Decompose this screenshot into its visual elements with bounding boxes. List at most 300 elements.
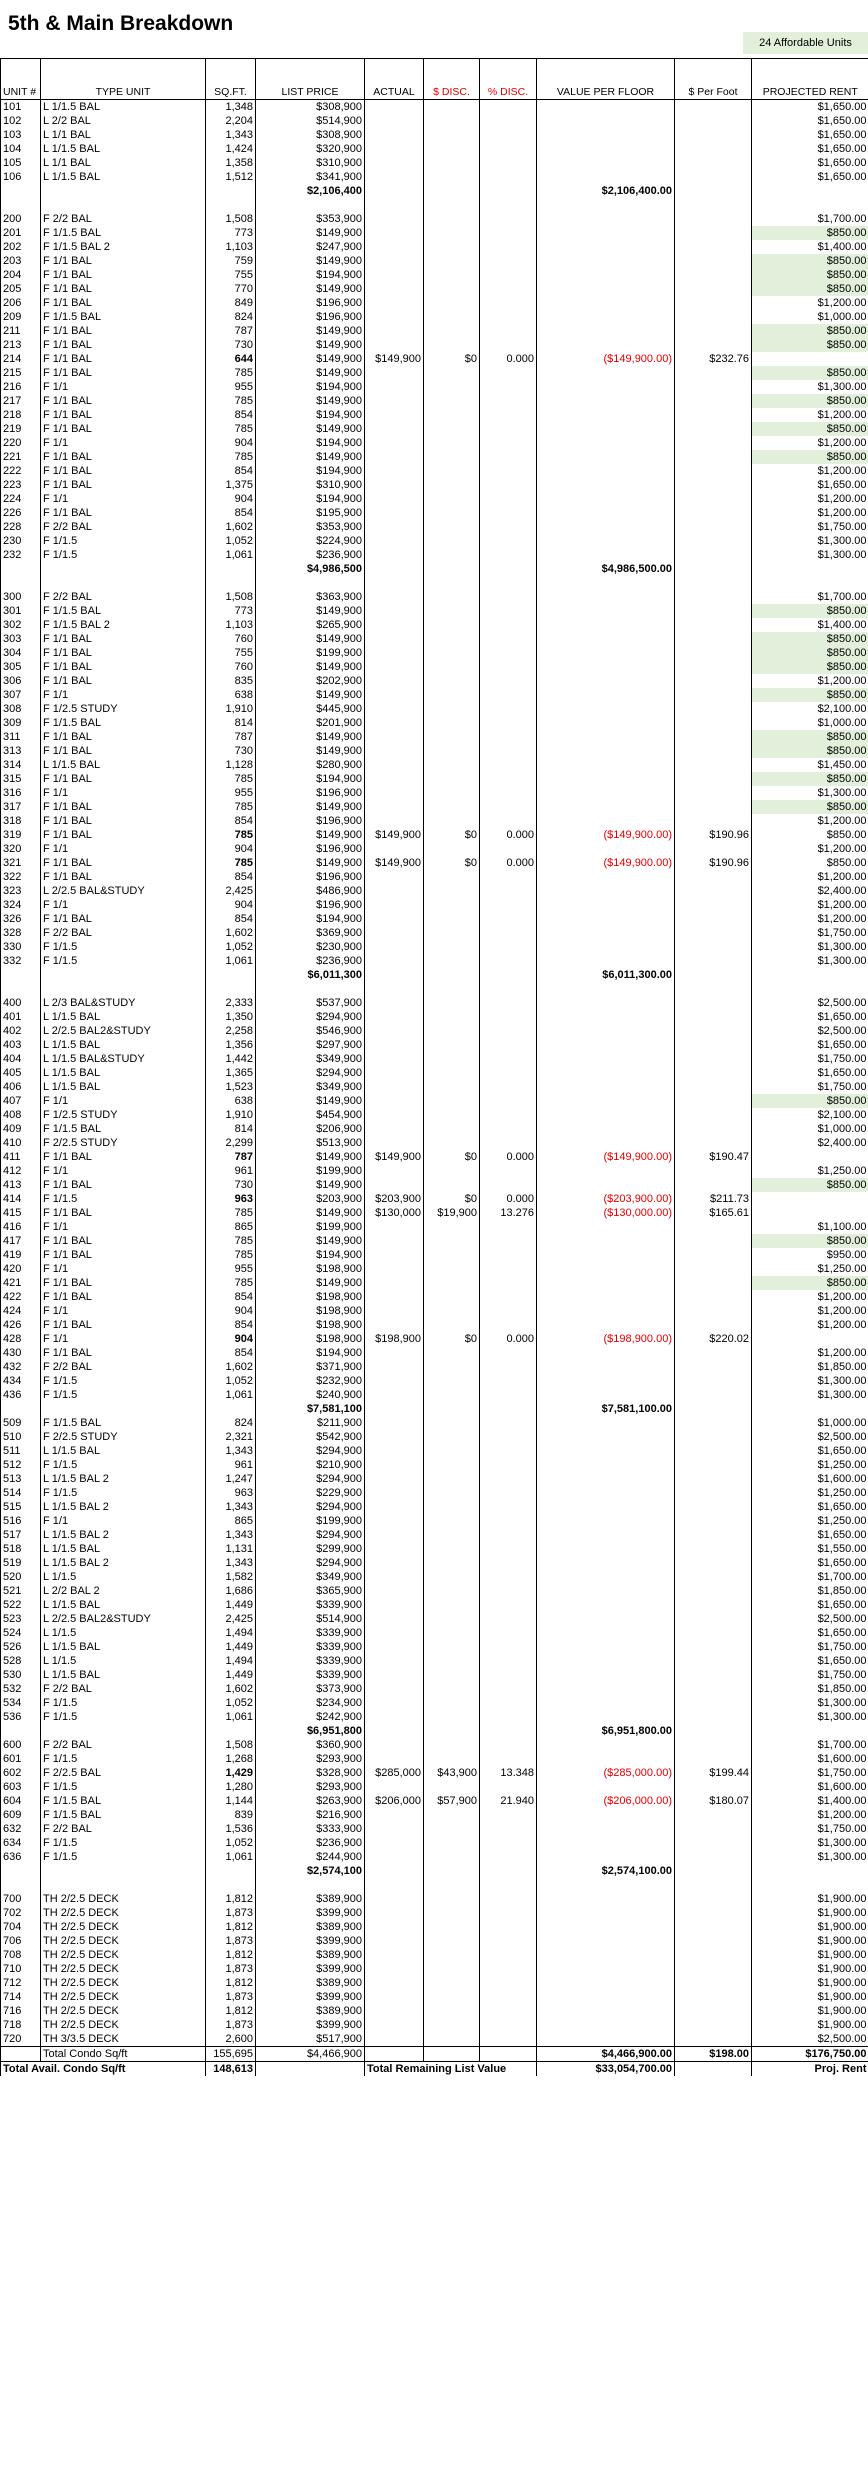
cell-value-per-floor[interactable] (537, 1850, 675, 1864)
cell-sqft[interactable]: 1,052 (206, 534, 256, 548)
cell-projected-rent[interactable]: $1,650.00 (752, 1444, 868, 1458)
cell-type-unit[interactable]: L 1/1.5 BAL&STUDY (41, 1052, 206, 1066)
cell-list-price[interactable]: $294,900 (256, 1556, 365, 1570)
cell-list-price[interactable]: $149,900 (256, 1276, 365, 1290)
cell-percent-disc[interactable] (480, 730, 537, 744)
cell-sqft[interactable]: 1,873 (206, 1962, 256, 1976)
cell-sqft[interactable]: 1,812 (206, 1948, 256, 1962)
cell-value-per-floor[interactable] (537, 1640, 675, 1654)
cell-dollar-disc[interactable] (424, 254, 480, 268)
cell-type-unit[interactable]: L 1/1.5 (41, 1654, 206, 1668)
cell-projected-rent[interactable]: $1,750.00 (752, 1052, 868, 1066)
cell-value-per-floor[interactable] (537, 926, 675, 940)
cell-projected-rent[interactable]: $850.00 (752, 338, 868, 352)
cell-type-unit[interactable]: F 1/1 (41, 786, 206, 800)
cell-type-unit[interactable]: F 1/1 BAL (41, 422, 206, 436)
cell-percent-disc[interactable] (480, 982, 537, 996)
cell-percent-disc[interactable] (480, 366, 537, 380)
cell-list-price[interactable]: $349,900 (256, 1052, 365, 1066)
cell-unit-number[interactable]: 517 (1, 1528, 41, 1542)
cell-dollar-disc[interactable] (424, 156, 480, 170)
cell-type-unit[interactable] (41, 1864, 206, 1878)
cell-sqft[interactable]: 2,299 (206, 1136, 256, 1150)
cell-percent-disc[interactable]: 0.000 (480, 1192, 537, 1206)
cell-type-unit[interactable]: F 1/1 BAL (41, 870, 206, 884)
cell-actual[interactable] (365, 1248, 424, 1262)
cell-value-per-floor[interactable] (537, 912, 675, 926)
cell-per-foot[interactable] (675, 1570, 752, 1584)
cell-sqft[interactable]: 961 (206, 1458, 256, 1472)
cell-projected-rent[interactable]: $850.00 (752, 1178, 868, 1192)
cell-percent-disc[interactable] (480, 1318, 537, 1332)
cell-percent-disc[interactable] (480, 310, 537, 324)
cell-list-price[interactable]: $310,900 (256, 478, 365, 492)
cell-sqft[interactable]: 865 (206, 1220, 256, 1234)
cell-dollar-disc[interactable] (424, 2032, 480, 2047)
cell-per-foot[interactable] (675, 1892, 752, 1906)
cell-type-unit[interactable] (41, 576, 206, 590)
cell-dollar-disc[interactable] (424, 1710, 480, 1724)
cell-projected-rent[interactable]: $1,750.00 (752, 520, 868, 534)
cell-actual[interactable]: $198,900 (365, 1332, 424, 1346)
cell-per-foot[interactable] (675, 1220, 752, 1234)
cell-unit-number[interactable]: 321 (1, 856, 41, 870)
cell-dollar-disc[interactable] (424, 884, 480, 898)
cell-actual[interactable] (365, 1094, 424, 1108)
cell-list-price[interactable]: $328,900 (256, 1766, 365, 1780)
cell-type-unit[interactable]: F 2/2 BAL (41, 1682, 206, 1696)
cell-type-unit[interactable]: F 1/1.5 (41, 1780, 206, 1794)
cell-value-per-floor[interactable] (537, 548, 675, 562)
cell-dollar-disc[interactable] (424, 198, 480, 212)
cell-sqft[interactable]: 1,247 (206, 1472, 256, 1486)
cell-value-per-floor[interactable] (537, 1038, 675, 1052)
cell-per-foot[interactable] (675, 870, 752, 884)
cell-actual[interactable] (365, 912, 424, 926)
cell-list-price[interactable]: $224,900 (256, 534, 365, 548)
cell-sqft[interactable]: 1,910 (206, 702, 256, 716)
cell-dollar-disc[interactable] (424, 1430, 480, 1444)
cell-unit-number[interactable]: 222 (1, 464, 41, 478)
cell-type-unit[interactable]: L 1/1.5 BAL (41, 1010, 206, 1024)
cell-actual[interactable] (365, 1584, 424, 1598)
cell-per-foot[interactable] (675, 1612, 752, 1626)
header-list-price[interactable]: LIST PRICE (256, 59, 365, 100)
cell-value-per-floor[interactable] (537, 1080, 675, 1094)
cell-projected-rent[interactable]: $1,900.00 (752, 1892, 868, 1906)
cell-actual[interactable] (365, 1920, 424, 1934)
cell-percent-disc[interactable] (480, 1570, 537, 1584)
cell-projected-rent[interactable]: $1,650.00 (752, 100, 868, 115)
cell-per-foot[interactable] (675, 1080, 752, 1094)
cell-sqft[interactable]: 755 (206, 646, 256, 660)
cell-per-foot[interactable]: $190.96 (675, 856, 752, 870)
cell-value-per-floor[interactable] (537, 1948, 675, 1962)
cell-sqft[interactable]: 1,523 (206, 1080, 256, 1094)
cell-type-unit[interactable]: F 1/1 BAL (41, 324, 206, 338)
cell-sqft[interactable]: 1,910 (206, 1108, 256, 1122)
cell-per-foot[interactable] (675, 1346, 752, 1360)
cell-projected-rent[interactable]: $850.00 (752, 394, 868, 408)
cell-sqft[interactable]: 1,512 (206, 170, 256, 184)
cell-sqft[interactable]: 1,812 (206, 1892, 256, 1906)
cell-projected-rent[interactable]: $1,300.00 (752, 1696, 868, 1710)
cell-type-unit[interactable]: F 1/1 BAL (41, 814, 206, 828)
cell-type-unit[interactable]: F 2/2.5 STUDY (41, 1430, 206, 1444)
cell-type-unit[interactable]: L 2/2.5 BAL&STUDY (41, 884, 206, 898)
cell-list-price[interactable]: $2,574,100 (256, 1864, 365, 1878)
cell-sqft[interactable]: 854 (206, 814, 256, 828)
cell-type-unit[interactable]: TH 2/2.5 DECK (41, 1948, 206, 1962)
cell-list-price[interactable]: $149,900 (256, 856, 365, 870)
cell-type-unit[interactable]: F 1/1 BAL (41, 394, 206, 408)
cell-value-per-floor[interactable] (537, 674, 675, 688)
cell-projected-rent[interactable]: $850.00 (752, 772, 868, 786)
cell-percent-disc[interactable] (480, 450, 537, 464)
cell-dollar-disc[interactable] (424, 1668, 480, 1682)
cell-projected-rent[interactable]: $1,650.00 (752, 1528, 868, 1542)
cell-percent-disc[interactable] (480, 604, 537, 618)
cell-unit-number[interactable]: 230 (1, 534, 41, 548)
cell-sqft[interactable]: 2,425 (206, 1612, 256, 1626)
cell-list-price[interactable]: $308,900 (256, 128, 365, 142)
cell-type-unit[interactable]: F 1/1.5 (41, 940, 206, 954)
cell-percent-disc[interactable] (480, 282, 537, 296)
cell-actual[interactable] (365, 1542, 424, 1556)
cell-dollar-disc[interactable] (424, 1654, 480, 1668)
cell-list-price[interactable]: $149,900 (256, 338, 365, 352)
cell-per-foot[interactable] (675, 1304, 752, 1318)
cell-sqft[interactable]: 854 (206, 464, 256, 478)
cell-type-unit[interactable]: L 1/1.5 BAL 2 (41, 1500, 206, 1514)
cell-sqft[interactable]: 1,494 (206, 1626, 256, 1640)
cell-actual[interactable] (365, 1374, 424, 1388)
cell-projected-rent[interactable]: $1,900.00 (752, 1948, 868, 1962)
cell-list-price[interactable]: $341,900 (256, 170, 365, 184)
cell-value-per-floor[interactable] (537, 870, 675, 884)
cell-per-foot[interactable] (675, 576, 752, 590)
cell-list-price[interactable]: $294,900 (256, 1010, 365, 1024)
cell-list-price[interactable]: $149,900 (256, 282, 365, 296)
cell-dollar-disc[interactable] (424, 632, 480, 646)
cell-dollar-disc[interactable] (424, 1976, 480, 1990)
cell-actual[interactable]: $149,900 (365, 856, 424, 870)
cell-list-price[interactable]: $203,900 (256, 1192, 365, 1206)
cell-unit-number[interactable]: 411 (1, 1150, 41, 1164)
cell-sqft[interactable]: 1,280 (206, 1780, 256, 1794)
cell-value-per-floor[interactable] (537, 1990, 675, 2004)
cell-percent-disc[interactable]: 0.000 (480, 856, 537, 870)
cell-actual[interactable] (365, 1780, 424, 1794)
cell-dollar-disc[interactable] (424, 1486, 480, 1500)
cell-sqft[interactable]: 1,494 (206, 1654, 256, 1668)
cell-type-unit[interactable]: L 2/2.5 BAL2&STUDY (41, 1024, 206, 1038)
cell-unit-number[interactable]: 300 (1, 590, 41, 604)
cell-type-unit[interactable]: F 1/1.5 (41, 1486, 206, 1500)
cell-list-price[interactable]: $399,900 (256, 1934, 365, 1948)
cell-list-price[interactable]: $149,900 (256, 1150, 365, 1164)
cell-dollar-disc[interactable] (424, 1178, 480, 1192)
cell-percent-disc[interactable] (480, 1416, 537, 1430)
cell-percent-disc[interactable] (480, 1822, 537, 1836)
cell-actual[interactable]: $285,000 (365, 1766, 424, 1780)
cell-value-per-floor[interactable] (537, 128, 675, 142)
cell-unit-number[interactable]: 410 (1, 1136, 41, 1150)
cell-sqft[interactable]: 1,103 (206, 240, 256, 254)
cell-list-price[interactable]: $4,986,500 (256, 562, 365, 576)
cell-percent-disc[interactable] (480, 1122, 537, 1136)
cell-projected-rent[interactable]: $1,200.00 (752, 1304, 868, 1318)
cell-sqft[interactable]: 1,812 (206, 2004, 256, 2018)
cell-list-price[interactable]: $149,900 (256, 422, 365, 436)
cell-type-unit[interactable]: F 1/1 BAL (41, 1234, 206, 1248)
cell-value-per-floor[interactable] (537, 1514, 675, 1528)
cell-percent-disc[interactable] (480, 1178, 537, 1192)
cell-per-foot[interactable] (675, 296, 752, 310)
cell-unit-number[interactable] (1, 1878, 41, 1892)
cell-per-foot[interactable] (675, 1542, 752, 1556)
cell-percent-disc[interactable] (480, 702, 537, 716)
cell-per-foot[interactable]: $232.76 (675, 352, 752, 366)
cell-dollar-disc[interactable] (424, 534, 480, 548)
cell-unit-number[interactable]: 330 (1, 940, 41, 954)
cell-per-foot[interactable]: $220.02 (675, 1332, 752, 1346)
cell-percent-disc[interactable] (480, 800, 537, 814)
cell-type-unit[interactable]: L 1/1.5 BAL (41, 1640, 206, 1654)
cell-value-per-floor[interactable] (537, 1542, 675, 1556)
remaining-list-value[interactable]: $33,054,700.00 (537, 2062, 675, 2077)
cell-dollar-disc[interactable] (424, 954, 480, 968)
cell-type-unit[interactable]: TH 3/3.5 DECK (41, 2032, 206, 2047)
cell-value-per-floor[interactable] (537, 254, 675, 268)
cell-projected-rent[interactable]: $850.00 (752, 282, 868, 296)
cell-actual[interactable]: $149,900 (365, 828, 424, 842)
cell-per-foot[interactable] (675, 1052, 752, 1066)
cell-per-foot[interactable] (675, 1976, 752, 1990)
cell-list-price[interactable]: $149,900 (256, 744, 365, 758)
cell-actual[interactable] (365, 800, 424, 814)
cell-sqft[interactable]: 1,582 (206, 1570, 256, 1584)
cell-dollar-disc[interactable] (424, 1248, 480, 1262)
cell-list-price[interactable]: $234,900 (256, 1696, 365, 1710)
cell-percent-disc[interactable] (480, 1108, 537, 1122)
cell-list-price[interactable]: $196,900 (256, 814, 365, 828)
cell-projected-rent[interactable]: $1,300.00 (752, 380, 868, 394)
cell-dollar-disc[interactable] (424, 2018, 480, 2032)
cell-type-unit[interactable]: F 1/1.5 BAL (41, 1808, 206, 1822)
cell-per-foot[interactable] (675, 1164, 752, 1178)
cell-projected-rent[interactable]: $1,900.00 (752, 2004, 868, 2018)
cell-projected-rent[interactable]: $2,500.00 (752, 996, 868, 1010)
cell-sqft[interactable]: 787 (206, 730, 256, 744)
cell-sqft[interactable]: 961 (206, 1164, 256, 1178)
cell-value-per-floor[interactable]: $7,581,100.00 (537, 1402, 675, 1416)
cell-unit-number[interactable]: 718 (1, 2018, 41, 2032)
cell-unit-number[interactable]: 403 (1, 1038, 41, 1052)
cell-list-price[interactable]: $365,900 (256, 1584, 365, 1598)
cell-list-price[interactable]: $514,900 (256, 114, 365, 128)
cell-projected-rent[interactable] (752, 968, 868, 982)
cell-dollar-disc[interactable] (424, 660, 480, 674)
cell-dollar-disc[interactable] (424, 408, 480, 422)
cell-unit-number[interactable]: 219 (1, 422, 41, 436)
cell-list-price[interactable]: $339,900 (256, 1640, 365, 1654)
cell-type-unit[interactable]: F 1/2.5 STUDY (41, 1108, 206, 1122)
cell-sqft[interactable]: 1,686 (206, 1584, 256, 1598)
cell-sqft[interactable]: 785 (206, 394, 256, 408)
cell-sqft[interactable]: 904 (206, 1304, 256, 1318)
cell-unit-number[interactable]: 424 (1, 1304, 41, 1318)
cell-percent-disc[interactable] (480, 1080, 537, 1094)
cell-projected-rent[interactable]: $2,500.00 (752, 1612, 868, 1626)
cell-per-foot[interactable] (675, 590, 752, 604)
cell-sqft[interactable]: 1,602 (206, 1682, 256, 1696)
cell-unit-number[interactable]: 217 (1, 394, 41, 408)
cell-unit-number[interactable]: 421 (1, 1276, 41, 1290)
cell-actual[interactable] (365, 1612, 424, 1626)
cell-dollar-disc[interactable] (424, 1458, 480, 1472)
cell-type-unit[interactable]: F 1/1 BAL (41, 366, 206, 380)
cell-unit-number[interactable]: 220 (1, 436, 41, 450)
cell-value-per-floor[interactable] (537, 240, 675, 254)
cell-type-unit[interactable]: F 1/1 BAL (41, 1346, 206, 1360)
cell-dollar-disc[interactable] (424, 870, 480, 884)
cell-list-price[interactable]: $236,900 (256, 954, 365, 968)
cell-unit-number[interactable]: 204 (1, 268, 41, 282)
cell-list-price[interactable]: $149,900 (256, 800, 365, 814)
cell-actual[interactable] (365, 1990, 424, 2004)
cell-percent-disc[interactable] (480, 1990, 537, 2004)
cell-type-unit[interactable]: F 2/2.5 STUDY (41, 1136, 206, 1150)
cell-dollar-disc[interactable] (424, 1584, 480, 1598)
cell-value-per-floor[interactable] (537, 1430, 675, 1444)
cell-percent-disc[interactable] (480, 226, 537, 240)
cell-actual[interactable] (365, 1962, 424, 1976)
cell-percent-disc[interactable] (480, 632, 537, 646)
cell-per-foot[interactable] (675, 1416, 752, 1430)
cell-percent-disc[interactable] (480, 394, 537, 408)
cell-list-price[interactable]: $389,900 (256, 1892, 365, 1906)
cell-projected-rent[interactable]: $1,250.00 (752, 1486, 868, 1500)
cell-percent-disc[interactable] (480, 1738, 537, 1752)
cell-unit-number[interactable]: 202 (1, 240, 41, 254)
cell-sqft[interactable]: 1,873 (206, 1906, 256, 1920)
cell-unit-number[interactable]: 434 (1, 1374, 41, 1388)
cell-list-price[interactable]: $349,900 (256, 1080, 365, 1094)
cell-sqft[interactable]: 1,449 (206, 1640, 256, 1654)
cell-type-unit[interactable]: F 1/1.5 (41, 954, 206, 968)
cell-percent-disc[interactable]: 0.000 (480, 828, 537, 842)
cell-per-foot[interactable] (675, 1528, 752, 1542)
cell-value-per-floor[interactable] (537, 618, 675, 632)
cell-actual[interactable] (365, 198, 424, 212)
cell-value-per-floor[interactable]: ($203,900.00) (537, 1192, 675, 1206)
cell-sqft[interactable]: 2,333 (206, 996, 256, 1010)
cell-dollar-disc[interactable] (424, 940, 480, 954)
cell-projected-rent[interactable]: $1,200.00 (752, 436, 868, 450)
cell-type-unit[interactable]: L 1/1.5 BAL 2 (41, 1472, 206, 1486)
cell-unit-number[interactable]: 203 (1, 254, 41, 268)
cell-actual[interactable] (365, 1682, 424, 1696)
cell-unit-number[interactable] (1, 968, 41, 982)
cell-type-unit[interactable]: F 1/1 BAL (41, 408, 206, 422)
cell-actual[interactable] (365, 450, 424, 464)
cell-type-unit[interactable]: TH 2/2.5 DECK (41, 1934, 206, 1948)
cell-actual[interactable] (365, 394, 424, 408)
cell-projected-rent[interactable]: $1,000.00 (752, 310, 868, 324)
cell-actual[interactable] (365, 310, 424, 324)
cell-dollar-disc[interactable] (424, 1850, 480, 1864)
cell-actual[interactable] (365, 562, 424, 576)
cell-percent-disc[interactable] (480, 492, 537, 506)
cell-percent-disc[interactable] (480, 534, 537, 548)
cell-value-per-floor[interactable] (537, 1906, 675, 1920)
cell-projected-rent[interactable]: $1,300.00 (752, 1850, 868, 1864)
cell-actual[interactable] (365, 254, 424, 268)
cell-sqft[interactable]: 760 (206, 660, 256, 674)
cell-sqft[interactable]: 1,052 (206, 1836, 256, 1850)
cell-percent-disc[interactable] (480, 660, 537, 674)
proj-rent-label[interactable]: Proj. Rent (752, 2062, 868, 2077)
footer-empty-cell[interactable] (256, 2062, 365, 2077)
cell-value-per-floor[interactable] (537, 646, 675, 660)
cell-list-price[interactable]: $199,900 (256, 646, 365, 660)
cell-per-foot[interactable] (675, 1864, 752, 1878)
cell-unit-number[interactable]: 206 (1, 296, 41, 310)
cell-actual[interactable] (365, 1556, 424, 1570)
cell-percent-disc[interactable] (480, 744, 537, 758)
cell-value-per-floor[interactable] (537, 310, 675, 324)
cell-dollar-disc[interactable] (424, 562, 480, 576)
header-per-foot[interactable]: $ Per Foot (675, 59, 752, 100)
cell-dollar-disc[interactable] (424, 716, 480, 730)
cell-per-foot[interactable] (675, 1010, 752, 1024)
cell-percent-disc[interactable] (480, 436, 537, 450)
cell-dollar-disc[interactable] (424, 982, 480, 996)
cell-projected-rent[interactable]: $1,900.00 (752, 1990, 868, 2004)
cell-sqft[interactable] (206, 1402, 256, 1416)
cell-projected-rent[interactable] (752, 1878, 868, 1892)
cell-value-per-floor[interactable] (537, 1290, 675, 1304)
cell-value-per-floor[interactable] (537, 1346, 675, 1360)
cell-sqft[interactable]: 644 (206, 352, 256, 366)
cell-projected-rent[interactable]: $850.00 (752, 660, 868, 674)
cell-type-unit[interactable]: F 1/1 BAL (41, 268, 206, 282)
cell-sqft[interactable] (206, 562, 256, 576)
cell-type-unit[interactable]: F 1/1 (41, 436, 206, 450)
cell-unit-number[interactable] (1, 562, 41, 576)
cell-type-unit[interactable]: L 1/1.5 BAL 2 (41, 1528, 206, 1542)
cell-list-price[interactable]: $293,900 (256, 1780, 365, 1794)
cell-type-unit[interactable]: F 1/1 (41, 1332, 206, 1346)
cell-percent-disc[interactable] (480, 758, 537, 772)
cell-per-foot[interactable] (675, 1514, 752, 1528)
cell-projected-rent[interactable]: $1,900.00 (752, 2018, 868, 2032)
cell-dollar-disc[interactable]: $0 (424, 856, 480, 870)
cell-projected-rent[interactable]: $1,650.00 (752, 114, 868, 128)
cell-actual[interactable] (365, 1346, 424, 1360)
cell-per-foot[interactable] (675, 1108, 752, 1122)
cell-projected-rent[interactable]: $1,650.00 (752, 478, 868, 492)
cell-actual[interactable] (365, 1724, 424, 1738)
cell-actual[interactable]: $203,900 (365, 1192, 424, 1206)
cell-per-foot[interactable] (675, 1374, 752, 1388)
cell-projected-rent[interactable]: $950.00 (752, 1248, 868, 1262)
cell-dollar-disc[interactable] (424, 1542, 480, 1556)
cell-dollar-disc[interactable] (424, 100, 480, 115)
cell-list-price[interactable]: $149,900 (256, 632, 365, 646)
cell-value-per-floor[interactable] (537, 1612, 675, 1626)
